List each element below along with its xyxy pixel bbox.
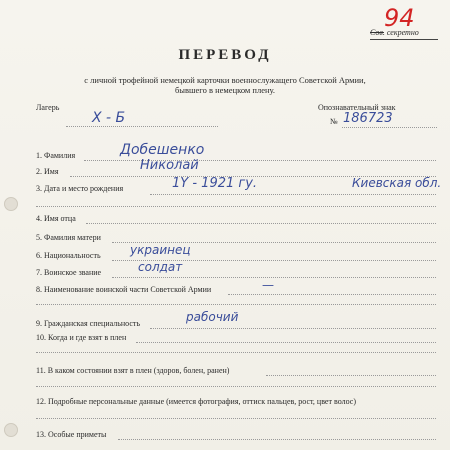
field-9-line xyxy=(150,328,436,329)
document-title: ПЕРЕВОД xyxy=(178,47,272,63)
field-8-line-2 xyxy=(36,304,436,305)
field-1-label: 1. Фамилия xyxy=(36,151,76,160)
field-13-line xyxy=(118,439,436,440)
field-11-label: 11. В каком состоянии взят в плен (здоров, болен, ранен) xyxy=(36,366,230,375)
field-1-line xyxy=(84,160,436,161)
camp-line xyxy=(66,126,218,127)
field-8-line xyxy=(228,294,436,295)
field-8-label: 8. Наименование воинской части Советской Армии xyxy=(36,285,212,294)
field-9-value: рабочий xyxy=(186,310,239,324)
field-3-line xyxy=(150,194,436,195)
subtitle-line-1: с личной трофейной немецкой карточки военнослужащего Советской Армии, xyxy=(84,75,366,85)
field-3-value: 1Y - 1921 гу. xyxy=(172,176,258,191)
punch-hole xyxy=(4,423,18,437)
field-10-line xyxy=(136,342,436,343)
field-13-label: 13. Особые приметы xyxy=(36,430,107,439)
field-7-label: 7. Воинское звание xyxy=(36,268,102,277)
field-12-label: 12. Подробные персональные данные (имеется фотография, оттиск пальцев, рост, цвет волос) xyxy=(36,397,356,406)
camp-label: Лагерь xyxy=(36,103,60,112)
field-2-label: 2. Имя xyxy=(36,167,59,176)
field-4-label: 4. Имя отца xyxy=(36,214,76,223)
field-1-value: Добешенко xyxy=(120,142,205,158)
punch-hole xyxy=(4,197,18,211)
secret-underline xyxy=(370,39,438,40)
field-10-line-2 xyxy=(36,352,436,353)
field-8-value: — xyxy=(262,278,274,292)
field-7-value: солдат xyxy=(138,260,183,274)
tag-label: Опознавательный знак xyxy=(318,103,396,112)
field-12-line xyxy=(36,418,436,419)
field-6-label: 6. Национальность xyxy=(36,251,101,260)
field-6-value: украинец xyxy=(130,243,191,257)
camp-value: Х - Б xyxy=(92,110,126,126)
field-3-label: 3. Дата и место рождения xyxy=(36,184,124,193)
field-5-label: 5. Фамилия матери xyxy=(36,233,101,242)
field-7-line xyxy=(112,277,436,278)
subtitle-line-2: бывшего в немецком плену. xyxy=(174,85,276,95)
field-9-label: 9. Гражданская специальность xyxy=(36,319,141,328)
field-11-line xyxy=(266,375,436,376)
tag-value: 186723 xyxy=(343,111,393,126)
archive-number: 94 xyxy=(384,4,415,32)
field-4-line xyxy=(86,223,436,224)
field-10-label: 10. Когда и где взят в плен xyxy=(36,333,127,342)
field-3-value-2: Киевская обл. xyxy=(352,176,442,190)
secret-stamp: Сов. секретно xyxy=(370,28,419,37)
field-2-value: Николай xyxy=(140,158,199,173)
field-3-line-2 xyxy=(36,206,436,207)
tag-line xyxy=(342,127,437,128)
secret-strikethrough xyxy=(370,32,384,33)
field-11-line-2 xyxy=(36,386,436,387)
tag-prefix: № xyxy=(330,117,338,126)
